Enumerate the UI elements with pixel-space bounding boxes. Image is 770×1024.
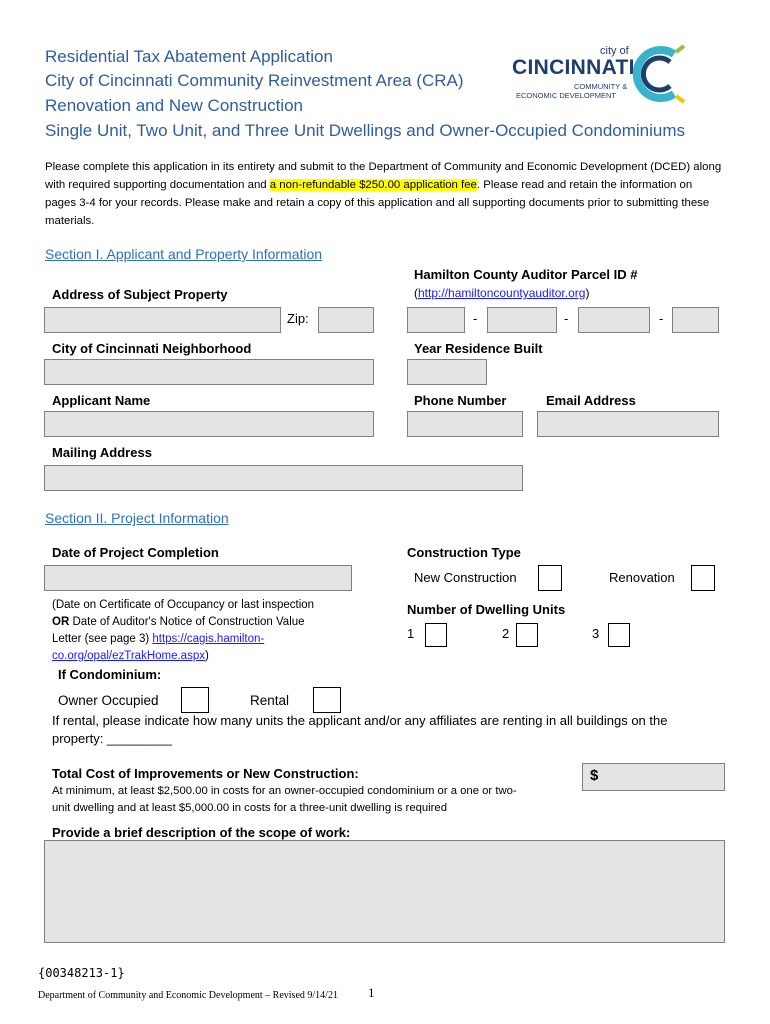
new-construction-label: New Construction bbox=[414, 570, 517, 585]
logo-c-mark-icon bbox=[630, 42, 686, 106]
note-line-3 bbox=[52, 631, 382, 648]
note-or: OR bbox=[52, 616, 70, 628]
footer-department-text: Department of Community and Economic Development – Revised 9/14/21 bbox=[38, 990, 338, 1001]
mailing-address-input[interactable] bbox=[44, 465, 523, 491]
rental-question-line-1: If rental, please indicate how many units the applicant and/or any affiliates are renting in all buildings on the bbox=[52, 713, 668, 728]
parcel-dash-3: - bbox=[659, 311, 664, 326]
unit-3-checkbox[interactable] bbox=[608, 623, 630, 647]
parcel-id-part-1[interactable] bbox=[407, 307, 465, 333]
note-line-1: (Date on Certificate of Occupancy or last inspection bbox=[52, 599, 315, 611]
title-line-3: Renovation and New Construction bbox=[45, 96, 303, 115]
intro-text-1: Please complete this application in its entirety and submit to the Department of Community and Economic Development (DCED) along with required supporting documentation and bbox=[45, 161, 722, 191]
mailing-address-label: Mailing Address bbox=[52, 445, 152, 460]
rental-question-line-2: property: _________ bbox=[52, 731, 172, 746]
page-number: 1 bbox=[368, 985, 375, 1000]
note-close: ) bbox=[204, 650, 209, 662]
minimum-cost-line-1: At minimum, at least $2,500.00 in costs for an owner-occupied condominium or a one or two- bbox=[52, 785, 517, 797]
intro-text-2: . Please read and retain the information on pages 3-4 for your records. Please make and retain a copy of this application and all supporting documents prior to submitting these materials. bbox=[45, 179, 710, 227]
phone-label: Phone Number bbox=[414, 393, 507, 408]
parcel-dash-2: - bbox=[564, 311, 569, 326]
logo-name: CINCINNATI bbox=[512, 56, 635, 79]
note-line-4 bbox=[52, 648, 382, 665]
zip-label: Zip: bbox=[287, 311, 309, 326]
dwelling-units-label: Number of Dwelling Units bbox=[407, 602, 566, 617]
city-logo bbox=[512, 42, 692, 106]
zip-input[interactable] bbox=[318, 307, 374, 333]
rental-label: Rental bbox=[250, 693, 290, 708]
total-cost-label: Total Cost of Improvements or New Construction: bbox=[52, 766, 359, 781]
auditor-link[interactable]: http://hamiltoncountyauditor.org bbox=[418, 286, 586, 300]
paren-open: ( bbox=[414, 286, 418, 300]
fee-highlight: a non-refundable $250.00 application fee bbox=[269, 179, 477, 191]
parcel-dash-1: - bbox=[473, 311, 478, 326]
intro-paragraph bbox=[45, 158, 725, 230]
address-label: Address of Subject Property bbox=[52, 287, 228, 302]
renovation-label: Renovation bbox=[609, 570, 675, 585]
parcel-label: Hamilton County Auditor Parcel ID # bbox=[414, 267, 638, 282]
completion-date-note bbox=[52, 597, 382, 665]
parcel-id-part-3[interactable] bbox=[578, 307, 650, 333]
renovation-checkbox[interactable] bbox=[691, 565, 715, 591]
year-built-label: Year Residence Built bbox=[414, 341, 543, 356]
minimum-cost-note bbox=[52, 783, 517, 817]
logo-dept-line2: ECONOMIC DEVELOPMENT bbox=[516, 91, 617, 100]
cagis-link-part-1[interactable]: https://cagis.hamilton- bbox=[152, 633, 265, 645]
completion-date-input[interactable] bbox=[44, 565, 352, 591]
parcel-id-part-4[interactable] bbox=[672, 307, 719, 333]
note-line-3-text: Letter (see page 3) bbox=[52, 633, 153, 645]
completion-date-label: Date of Project Completion bbox=[52, 545, 219, 560]
unit-1-checkbox[interactable] bbox=[425, 623, 447, 647]
rental-checkbox[interactable] bbox=[313, 687, 341, 713]
unit-2-checkbox[interactable] bbox=[516, 623, 538, 647]
applicant-name-label: Applicant Name bbox=[52, 393, 151, 408]
unit-option-1-label: 1 bbox=[407, 626, 415, 641]
applicant-name-input[interactable] bbox=[44, 411, 374, 437]
owner-occupied-label: Owner Occupied bbox=[58, 693, 159, 708]
unit-option-2-label: 2 bbox=[502, 626, 510, 641]
title-line-2: City of Cincinnati Community Reinvestment Area (CRA) bbox=[45, 71, 464, 90]
section-1-heading: Section I. Applicant and Property Information bbox=[45, 246, 323, 262]
logo-dept-line1: COMMUNITY & bbox=[574, 82, 628, 91]
scope-of-work-label: Provide a brief description of the scope of work: bbox=[52, 825, 351, 840]
new-construction-checkbox[interactable] bbox=[538, 565, 562, 591]
year-built-input[interactable] bbox=[407, 359, 487, 385]
email-label: Email Address bbox=[546, 393, 636, 408]
title-line-4: Single Unit, Two Unit, and Three Unit Dwellings and Owner-Occupied Condominiums bbox=[45, 121, 686, 140]
neighborhood-label: City of Cincinnati Neighborhood bbox=[52, 341, 252, 356]
neighborhood-input[interactable] bbox=[44, 359, 374, 385]
owner-occupied-checkbox[interactable] bbox=[181, 687, 209, 713]
scope-of-work-textarea[interactable] bbox=[44, 840, 725, 943]
phone-input[interactable] bbox=[407, 411, 523, 437]
unit-option-3-label: 3 bbox=[592, 626, 600, 641]
dollar-sign: $ bbox=[590, 767, 599, 784]
title-line-1: Residential Tax Abatement Application bbox=[45, 47, 333, 66]
construction-type-label: Construction Type bbox=[407, 545, 521, 560]
section-2-heading: Section II. Project Information bbox=[45, 510, 229, 526]
note-line-2-text: Date of Auditor's Notice of Construction Value bbox=[69, 616, 305, 628]
condominium-label: If Condominium: bbox=[58, 667, 162, 682]
paren-close: ) bbox=[585, 286, 590, 300]
address-input[interactable] bbox=[44, 307, 281, 333]
minimum-cost-line-2: unit dwelling and at least $5,000.00 in costs for a three-unit dwelling is required bbox=[52, 802, 447, 814]
document-id: {00348213-1} bbox=[38, 966, 125, 980]
cagis-link-part-2[interactable]: co.org/opal/ezTrakHome.aspx bbox=[52, 650, 205, 662]
email-input[interactable] bbox=[537, 411, 719, 437]
parcel-link-line bbox=[414, 286, 589, 300]
logo-city-of: city of bbox=[600, 45, 629, 57]
note-line-2 bbox=[52, 614, 382, 631]
total-cost-input[interactable] bbox=[582, 763, 725, 791]
parcel-id-part-2[interactable] bbox=[487, 307, 557, 333]
